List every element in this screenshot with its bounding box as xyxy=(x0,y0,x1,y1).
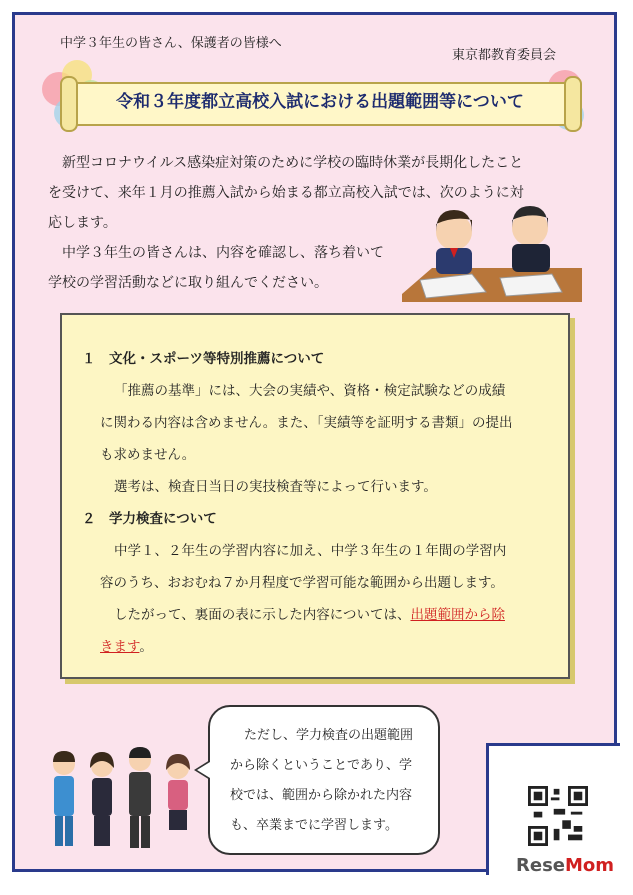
resemom-logo xyxy=(516,855,614,876)
document-title: 令和３年度都立高校入試における出題範囲等について xyxy=(116,92,524,112)
section-line: 「推薦の基準」には、大会の実績や、資格・検定試験などの成績 xyxy=(114,383,506,399)
section-line: 中学１、２年生の学習内容に加え、中学３年生の１年間の学習内 xyxy=(114,543,507,559)
intro-line: 学校の学習活動などに取り組んでください。 xyxy=(48,275,328,291)
logo-text: Rese xyxy=(516,855,565,876)
frame-notch-edge-top xyxy=(486,743,620,746)
intro-line: を受けて、来年１月の推薦入試から始まる都立高校入試では、次のように対 xyxy=(48,185,524,201)
bubble-line: から除くということであり、学 xyxy=(230,758,413,773)
title-banner xyxy=(48,74,588,130)
bubble-line: 校では、範囲から除かれた内容 xyxy=(230,788,413,803)
emphasis-text: 出題範囲から除 xyxy=(410,607,505,623)
students-illustration xyxy=(402,198,582,302)
notice-content xyxy=(82,343,552,663)
section-heading: １ 文化・スポーツ等特別推薦について xyxy=(82,351,325,367)
logo-text-accent: Mom xyxy=(565,855,615,876)
speech-bubble xyxy=(208,705,440,855)
section-text: 。 xyxy=(139,639,153,655)
speech-bubble-tail-fill xyxy=(197,762,210,778)
frame-notch-edge xyxy=(486,745,489,875)
section-heading: ２ 学力検査について xyxy=(82,511,217,527)
teachers-illustration xyxy=(44,742,204,852)
intro-line: 新型コロナウイルス感染症対策のために学校の臨時休業が長期化したこと xyxy=(62,155,524,171)
intro-line: 応します。 xyxy=(48,215,117,231)
emphasis-text: きます xyxy=(100,639,140,655)
section-text: したがって、裏面の表に示した内容については、 xyxy=(114,607,411,623)
addressee: 中学３年生の皆さん、保護者の皆様へ xyxy=(60,36,282,51)
qr-code[interactable] xyxy=(528,786,588,846)
section-line: も求めません。 xyxy=(100,447,196,463)
bubble-line: ただし、学力検査の出題範囲 xyxy=(244,728,414,743)
section-line: 選考は、検査日当日の実技検査等によって行います。 xyxy=(114,479,437,495)
bubble-line: も、卒業までに学習します。 xyxy=(230,818,398,833)
notice-box xyxy=(60,313,570,679)
bubble-text xyxy=(230,721,430,841)
intro-line: 中学３年生の皆さんは、内容を確認し、落ち着いて xyxy=(62,245,384,261)
section-line: 容のうち、おおむね７か月程度で学習可能な範囲から出題します。 xyxy=(100,575,504,591)
issuer: 東京都教育委員会 xyxy=(452,48,557,63)
section-line xyxy=(82,599,552,631)
section-line xyxy=(82,631,552,663)
section-line: に関わる内容は含めません。また、「実績等を証明する書類」の提出 xyxy=(100,415,513,431)
